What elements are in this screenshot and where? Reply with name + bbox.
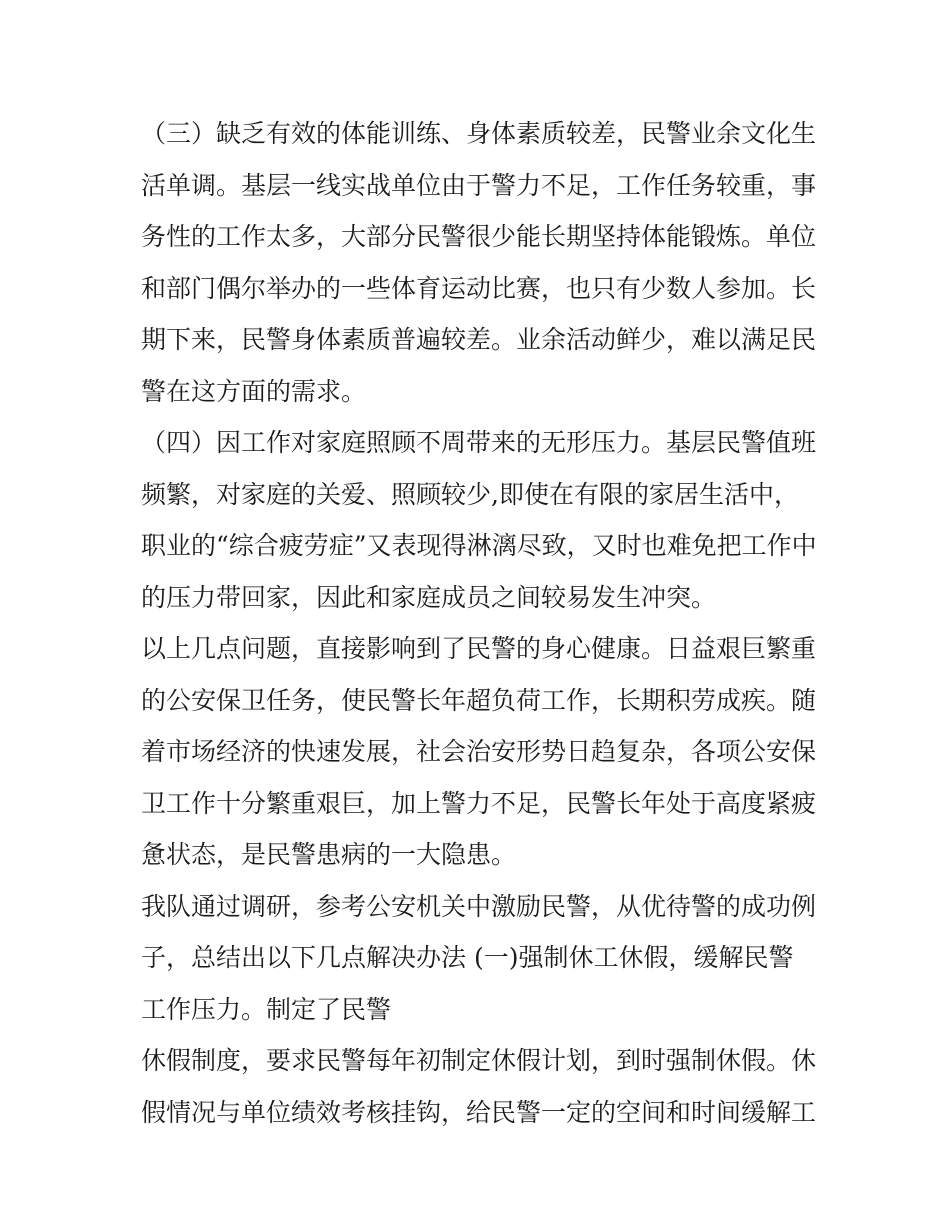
text-line: 活单调。基层一线实战单位由于警力不足，工作任务较重，事 xyxy=(141,170,817,200)
text-line: 职业的“综合疲劳症”又表现得淋漓尽致，又时也难免把工作中 xyxy=(141,531,817,560)
text-line: 和部门偶尔举办的一些体育运动比赛，也只有少数人参加。长 xyxy=(141,273,817,303)
text-line: 警在这方面的需求。 xyxy=(141,376,367,406)
text-line: 休假制度，要求民警每年初制定休假计划，到时强制休假。休 xyxy=(141,1046,817,1075)
text-line: 的公安保卫任务，使民警长年超负荷工作，长期积劳成疾。随 xyxy=(141,685,817,715)
text-line: 频繁，对家庭的关爱、照顾较少,即使在有限的家居生活中， xyxy=(141,479,799,509)
text-line: 子，总结出以下几点解决办法 (一)强制休工休假，缓解民警 xyxy=(141,943,794,972)
text-line: 期下来，民警身体素质普遍较差。业余活动鲜少，难以满足民 xyxy=(141,325,817,354)
text-line: 的压力带回家，因此和家庭成员之间较易发生冲突。 xyxy=(141,582,717,612)
text-line: 务性的工作太多，大部分民警很少能长期坚持体能锻炼。单位 xyxy=(141,222,817,251)
text-line: 假情况与单位绩效考核挂钩，给民警一定的空间和时间缓解工 xyxy=(141,1097,817,1127)
text-line: 工作压力。制定了民警 xyxy=(141,994,392,1024)
document-body xyxy=(141,108,821,1138)
text-line: 惫状态，是民警患病的一大隐患。 xyxy=(141,840,517,869)
text-line: 着市场经济的快速发展，社会治安形势日趋复杂，各项公安保 xyxy=(141,737,817,766)
text-line: （三）缺乏有效的体能训练、身体素质较差，民警业余文化生 xyxy=(141,119,817,148)
text-line: 我队通过调研，参考公安机关中激励民警，从优待警的成功例 xyxy=(141,891,817,921)
text-line: （四）因工作对家庭照顾不周带来的无形压力。基层民警值班 xyxy=(141,428,817,457)
text-line: 卫工作十分繁重艰巨，加上警力不足，民警长年处于高度紧疲 xyxy=(141,788,817,818)
text-line: 以上几点问题，直接影响到了民警的身心健康。日益艰巨繁重 xyxy=(141,634,817,663)
